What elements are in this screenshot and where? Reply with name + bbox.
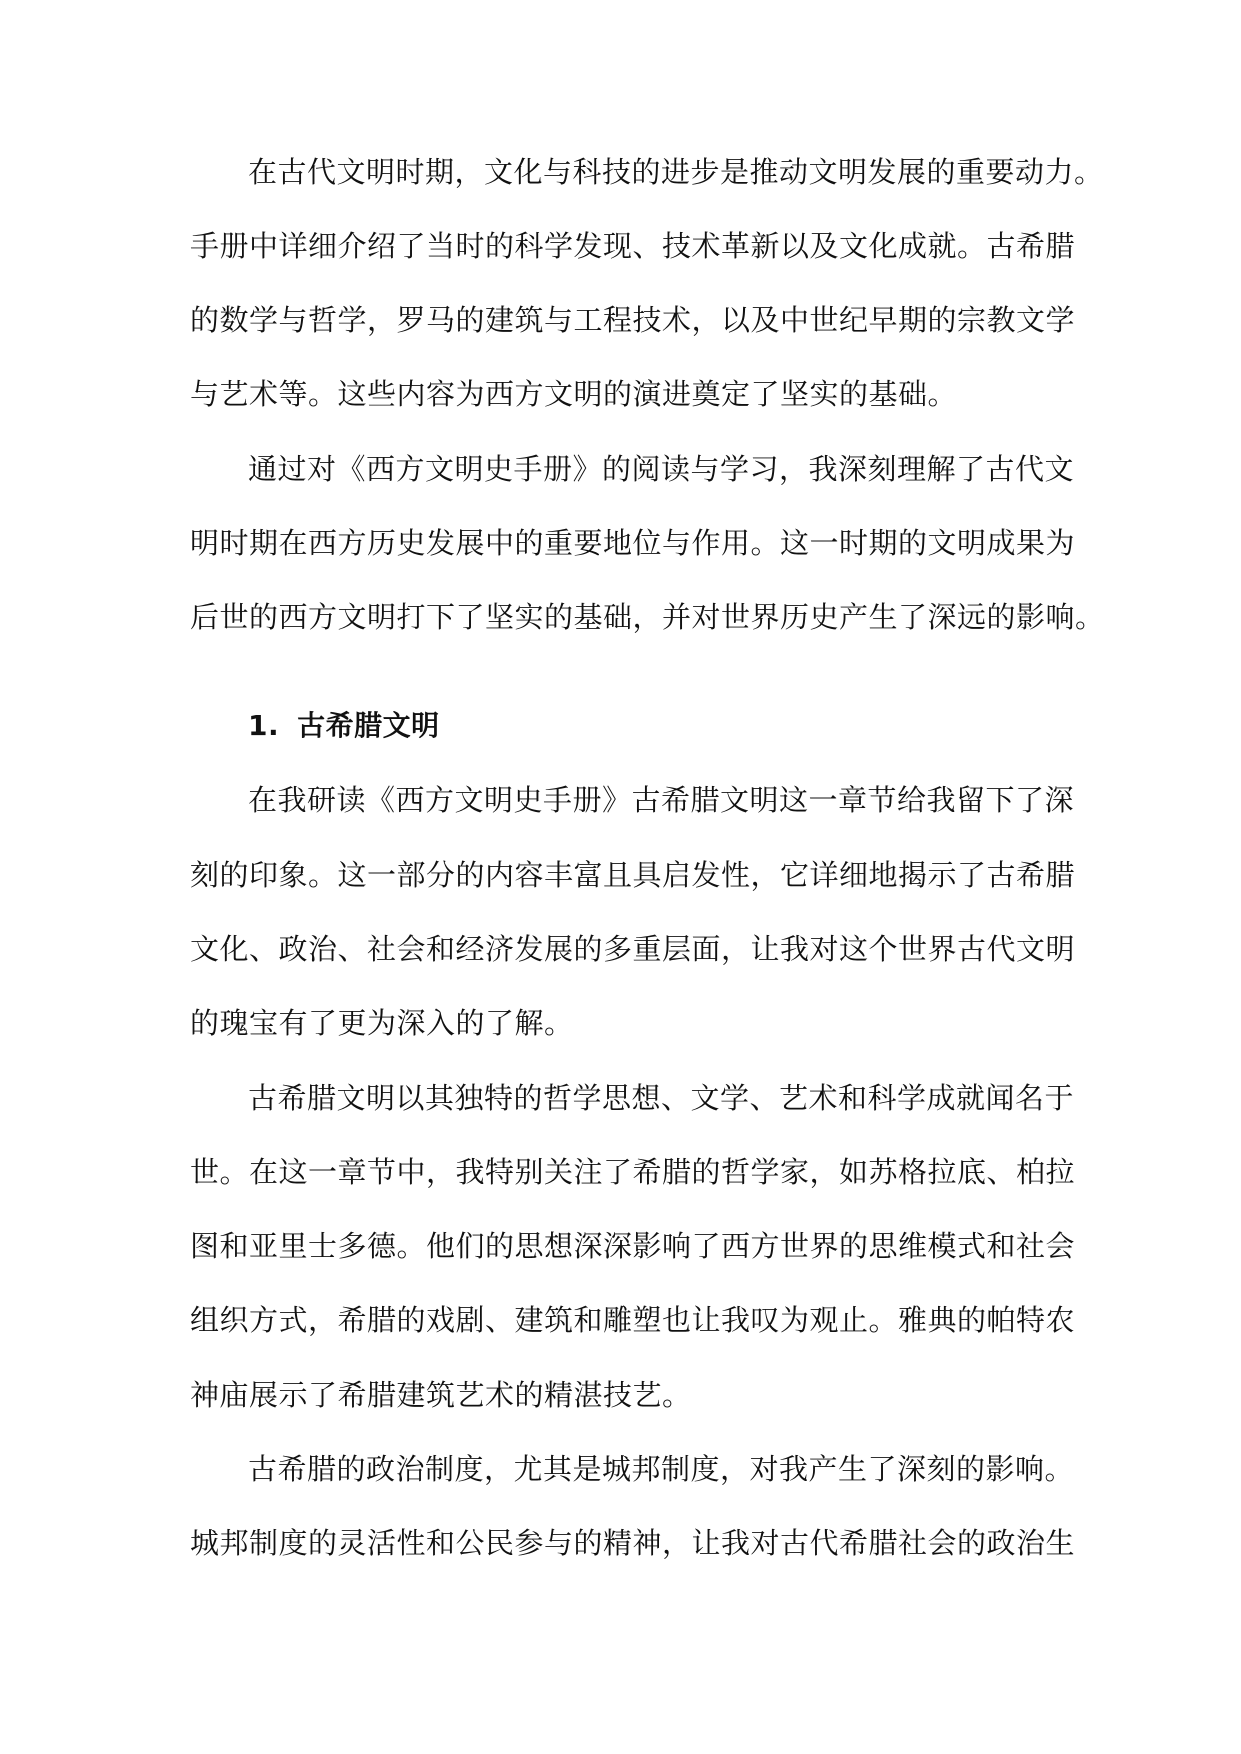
paragraph-line: 世。在这一章节中，我特别关注了希腊的哲学家，如苏格拉底、柏拉 bbox=[190, 1155, 1076, 1189]
paragraph-line: 手册中详细介绍了当时的科学发现、技术革新以及文化成就。古希腊 bbox=[190, 229, 1076, 263]
paragraph-line: 在古代文明时期，文化与科技的进步是推动文明发展的重要动力。 bbox=[248, 155, 1104, 189]
paragraph-line: 的数学与哲学，罗马的建筑与工程技术，以及中世纪早期的宗教文学 bbox=[190, 303, 1076, 337]
paragraph-line: 通过对《西方文明史手册》的阅读与学习，我深刻理解了古代文 bbox=[248, 452, 1075, 486]
paragraph-line: 城邦制度的灵活性和公民参与的精神，让我对古代希腊社会的政治生 bbox=[190, 1526, 1076, 1560]
paragraph-line: 后世的西方文明打下了坚实的基础，并对世界历史产生了深远的影响。 bbox=[190, 600, 1105, 634]
paragraph-line: 古希腊的政治制度，尤其是城邦制度，对我产生了深刻的影响。 bbox=[248, 1452, 1075, 1486]
paragraph-line: 与艺术等。这些内容为西方文明的演进奠定了坚实的基础。 bbox=[190, 377, 958, 411]
paragraph-line: 在我研读《西方文明史手册》古希腊文明这一章节给我留下了深 bbox=[248, 783, 1075, 817]
section-heading bbox=[248, 706, 1128, 746]
paragraph-line: 神庙展示了希腊建筑艺术的精湛技艺。 bbox=[190, 1378, 692, 1412]
section-number: 1. bbox=[248, 709, 280, 742]
paragraph-line: 刻的印象。这一部分的内容丰富且具启发性，它详细地揭示了古希腊 bbox=[190, 858, 1076, 892]
paragraph-line: 的瑰宝有了更为深入的了解。 bbox=[190, 1006, 574, 1040]
paragraph-line: 组织方式，希腊的戏剧、建筑和雕塑也让我叹为观止。雅典的帕特农 bbox=[190, 1303, 1076, 1337]
paragraph-line: 古希腊文明以其独特的哲学思想、文学、艺术和科学成就闻名于 bbox=[248, 1081, 1075, 1115]
paragraph-line: 明时期在西方历史发展中的重要地位与作用。这一时期的文明成果为 bbox=[190, 526, 1076, 560]
paragraph-line: 图和亚里士多德。他们的思想深深影响了西方世界的思维模式和社会 bbox=[190, 1229, 1076, 1263]
section-title: 古希腊文明 bbox=[297, 709, 440, 742]
paragraph-line: 文化、政治、社会和经济发展的多重层面，让我对这个世界古代文明 bbox=[190, 932, 1076, 966]
